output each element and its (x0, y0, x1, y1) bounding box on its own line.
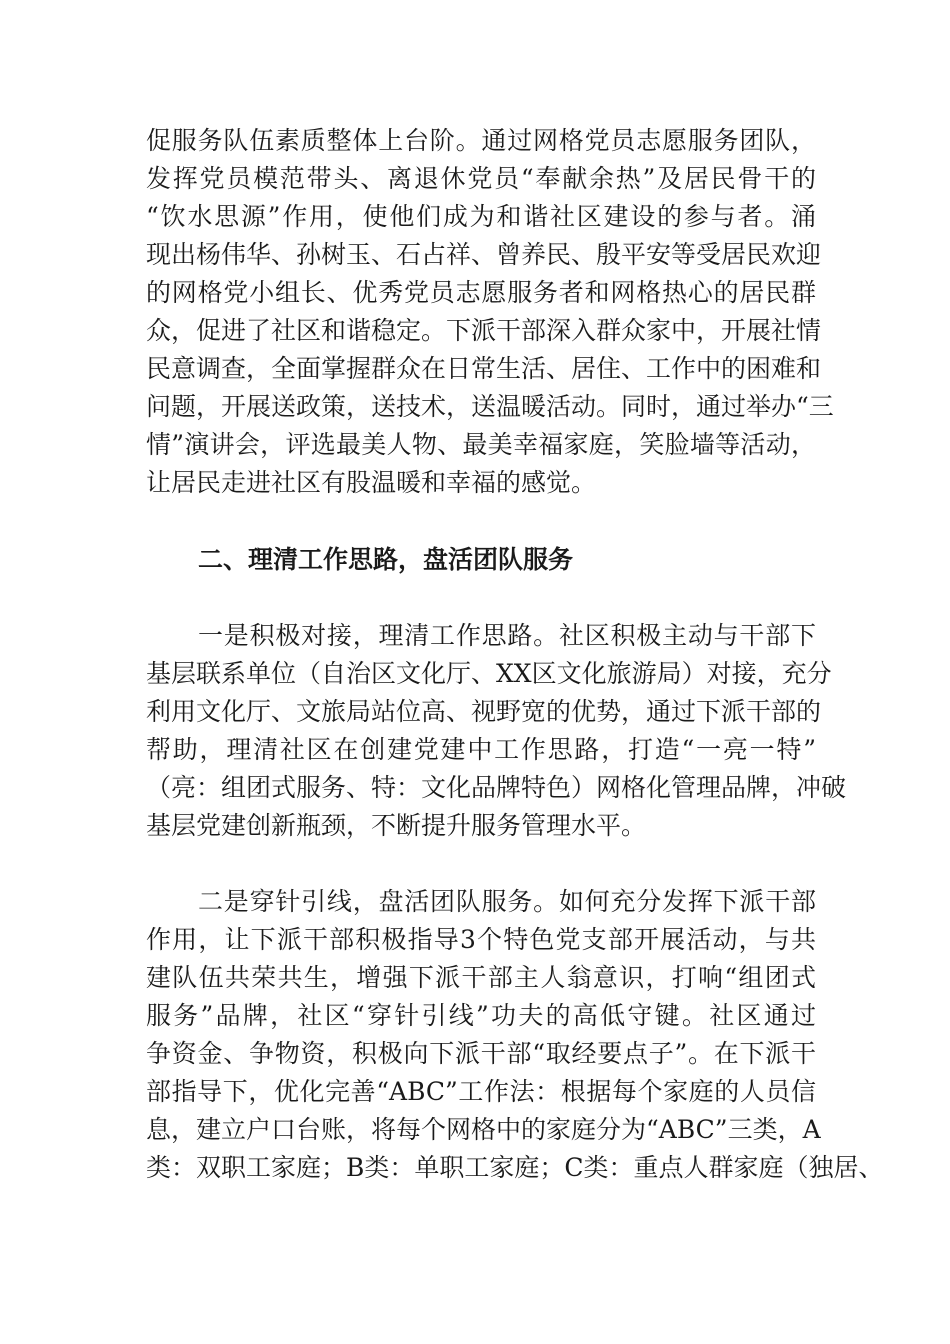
paragraph-1-line: 情”演讲会，评选最美人物、最美幸福家庭，笑脸墙等活动， (146, 430, 816, 459)
paragraph-2 (146, 617, 847, 845)
paragraph-2-line: 帮助，理清社区在创建党建中工作思路，打造“一亮一特” (146, 735, 816, 764)
paragraph-1-line: 的网格党小组长、优秀党员志愿服务者和网格热心的居民群 (146, 278, 816, 307)
paragraph-3-line: 建队伍共荣共生，增强下派干部主人翁意识，打响“组团式 (146, 963, 816, 992)
paragraph-2-line: 基层联系单位（自治区文化厅、XX区文化旅游局）对接，充分 (146, 659, 832, 688)
paragraph-1 (146, 122, 834, 502)
paragraph-3-line: 作用，让下派干部积极指导3个特色党支部开展活动，与共 (146, 925, 816, 954)
paragraph-3 (146, 883, 884, 1187)
paragraph-1-line: 问题，开展送政策，送技术，送温暖活动。同时，通过举办“三 (146, 392, 834, 421)
paragraph-3-line: 争资金、争物资，积极向下派干部“取经要点子”。在下派干 (146, 1039, 816, 1068)
paragraph-1-line: 让居民走进社区有股温暖和幸福的感觉。 (146, 468, 597, 497)
section-heading: 二、理清工作思路，盘活团队服务 (198, 545, 574, 574)
paragraph-3-line: 部指导下，优化完善“ABC”工作法：根据每个家庭的人员信 (146, 1077, 816, 1106)
paragraph-3-line: 二是穿针引线，盘活团队服务。如何充分发挥下派干部 (198, 887, 816, 916)
paragraph-1-line: 促服务队伍素质整体上台阶。通过网格党员志愿服务团队， (146, 126, 816, 155)
paragraph-3-line: 息，建立户口台账，将每个网格中的家庭分为“ABC”三类，A (146, 1115, 821, 1144)
paragraph-1-line: 发挥党员模范带头、离退休党员“奉献余热”及居民骨干的 (146, 164, 816, 193)
paragraph-2-line: 一是积极对接，理清工作思路。社区积极主动与干部下 (198, 621, 816, 650)
paragraph-2-line: 基层党建创新瓶颈，不断提升服务管理水平。 (146, 811, 647, 840)
paragraph-2-line: （亮：组团式服务、特：文化品牌特色）网格化管理品牌，冲破 (146, 773, 847, 802)
paragraph-3-line: 类：双职工家庭；B类：单职工家庭；C类：重点人群家庭（独居、 (146, 1153, 884, 1182)
paragraph-3-line: 服务”品牌，社区“穿针引线”功夫的高低守键。社区通过 (146, 1001, 816, 1030)
paragraph-1-line: “饮水思源”作用，使他们成为和谐社区建设的参与者。涌 (146, 202, 816, 231)
paragraph-2-line: 利用文化厅、文旅局站位高、视野宽的优势，通过下派干部的 (146, 697, 822, 726)
paragraph-1-line: 众，促进了社区和谐稳定。下派干部深入群众家中，开展社情 (146, 316, 822, 345)
paragraph-1-line: 民意调查，全面掌握群众在日常生活、居住、工作中的困难和 (146, 354, 822, 383)
paragraph-1-line: 现出杨伟华、孙树玉、石占祥、曾养民、殷平安等受居民欢迎 (146, 240, 822, 269)
